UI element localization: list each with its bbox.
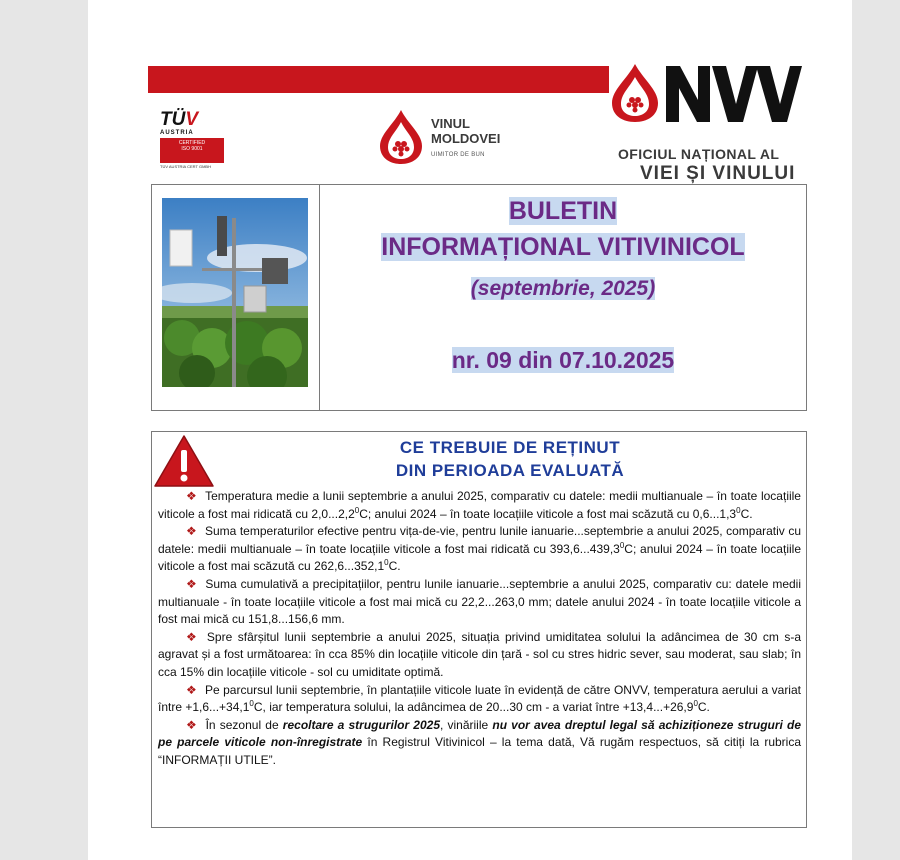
onvv-line1: OFICIUL NAȚIONAL AL — [618, 146, 780, 162]
tuv-badge-line2: ISO 9001 — [181, 146, 203, 152]
red-header-bar — [148, 66, 609, 93]
tuv-certified-badge — [160, 138, 224, 163]
diamond-bullet-icon: ❖ — [186, 489, 198, 503]
tuv-austria-logo — [160, 110, 232, 176]
diamond-bullet-icon: ❖ — [186, 682, 197, 697]
section-heading-2: DIN PERIOADA EVALUATĂ — [395, 461, 625, 480]
tuv-title-a: TÜ — [160, 109, 186, 130]
tuv-title-b: V — [185, 109, 199, 130]
bulletin-title-2: INFORMAȚIONAL VITIVINICOL — [381, 233, 745, 261]
tuv-foot: TÜV AUSTRIA CERT GMBH — [160, 164, 211, 169]
bullet-item: ❖ În sezonul de recoltare a strugurilor 2025, vinăriile nu vor avea dreptul legal să achiziționeze struguri de pe parcele viticole non-înregistrate în Registrul Vitivinicol – la tema dată, Vă rugăm respectuos, să citiți la rubrica “INFORMAȚII UTILE”. — [158, 717, 802, 767]
warning-icon — [153, 434, 215, 488]
vm-line2: MOLDOVEI — [431, 131, 501, 146]
diamond-bullet-icon: ❖ — [186, 576, 198, 591]
bulletin-number: nr. 09 din 07.10.2025 — [451, 347, 675, 373]
bullet-item: ❖ Suma temperaturilor efective pentru vița-de-vie, pentru lunile ianuarie...septembrie a anului 2025, comparativ cu datele: medii multianuale – în toate locațiile viticole a fost mai ridicată cu 393,6...439,3$^0$C; anului 2024 – în toate locațiile viticole a fost mai scăzută cu 262,6...352,1$^0$C. — [158, 524, 801, 574]
onvv-wordmark-icon — [664, 64, 804, 124]
diamond-bullet-icon: ❖ — [186, 717, 198, 732]
bullet-list — [158, 488, 801, 770]
diamond-bullet-icon: ❖ — [186, 524, 197, 539]
key-points-section — [151, 431, 807, 828]
tuv-sub: AUSTRIA — [160, 130, 194, 136]
bullet-item: ❖ Spre sfârșitul lunii septembrie a anului 2025, situația privind umiditatea solului la adâncimea de 30 cm s-a agravat și a fost următoarea: în cca 85% din locațiile viticole din țară - sol cu stres hidric sever, sau moderat, sau slab; în cca 15% din locațiile viticole - sol cu umiditate optimă. — [158, 629, 801, 679]
vinul-moldovei-drop-icon — [378, 108, 424, 166]
vinul-moldovei-logo — [431, 116, 541, 158]
section-heading-1: CE TREBUIE DE REȚINUT — [399, 438, 621, 457]
bulletin-title: BULETIN — [508, 197, 618, 225]
onvv-drop-icon — [610, 62, 660, 124]
bullet-item: ❖ Temperatura medie a lunii septembrie a anului 2025, comparativ cu datele: medii multianuale – în toate locațiile viticole a fost mai ridicată cu 2,0...2,2$^0$C; anului 2024 – în toate locațiile viticole a fost mai scăzută cu 0,6...1,3$^0$C. — [158, 489, 801, 521]
bullet-item: ❖ Suma cumulativă a precipitațiilor, pentru lunile ianuarie...septembrie a anului 2025, comparativ cu: datele medii multianuale - în toate locațiile viticole a fost mai mică cu 22,2...263,0 mm; datele anului 2024 - în toate locațiile viticole a fost mai mică cu 151,8...156,6 mm. — [158, 576, 801, 627]
weather-station-photo — [162, 198, 308, 387]
tuv-badge-line1: CERTIFIED — [178, 140, 206, 146]
bullet-item: ❖ Pe parcursul lunii septembrie, în plantațiile viticole luate în evidență de către ONVV, temperatura aerului a variat între $+1,6...+34,1^0C$, iar temperatura solului, la adâncimea de 20...30 cm - a variat între $+13,4...+26,9^0C$. — [158, 682, 801, 715]
bulletin-header — [151, 184, 807, 411]
diamond-bullet-icon: ❖ — [186, 629, 199, 644]
vm-line3: UIMITOR DE BUN — [431, 152, 485, 158]
vm-line1: VINUL — [431, 116, 470, 131]
document-page — [88, 0, 852, 860]
onvv-line2: VIEI ȘI VINULUI — [640, 163, 796, 184]
tuv-wordmark — [160, 110, 232, 129]
bulletin-subtitle: (septembrie, 2025) — [470, 277, 656, 300]
